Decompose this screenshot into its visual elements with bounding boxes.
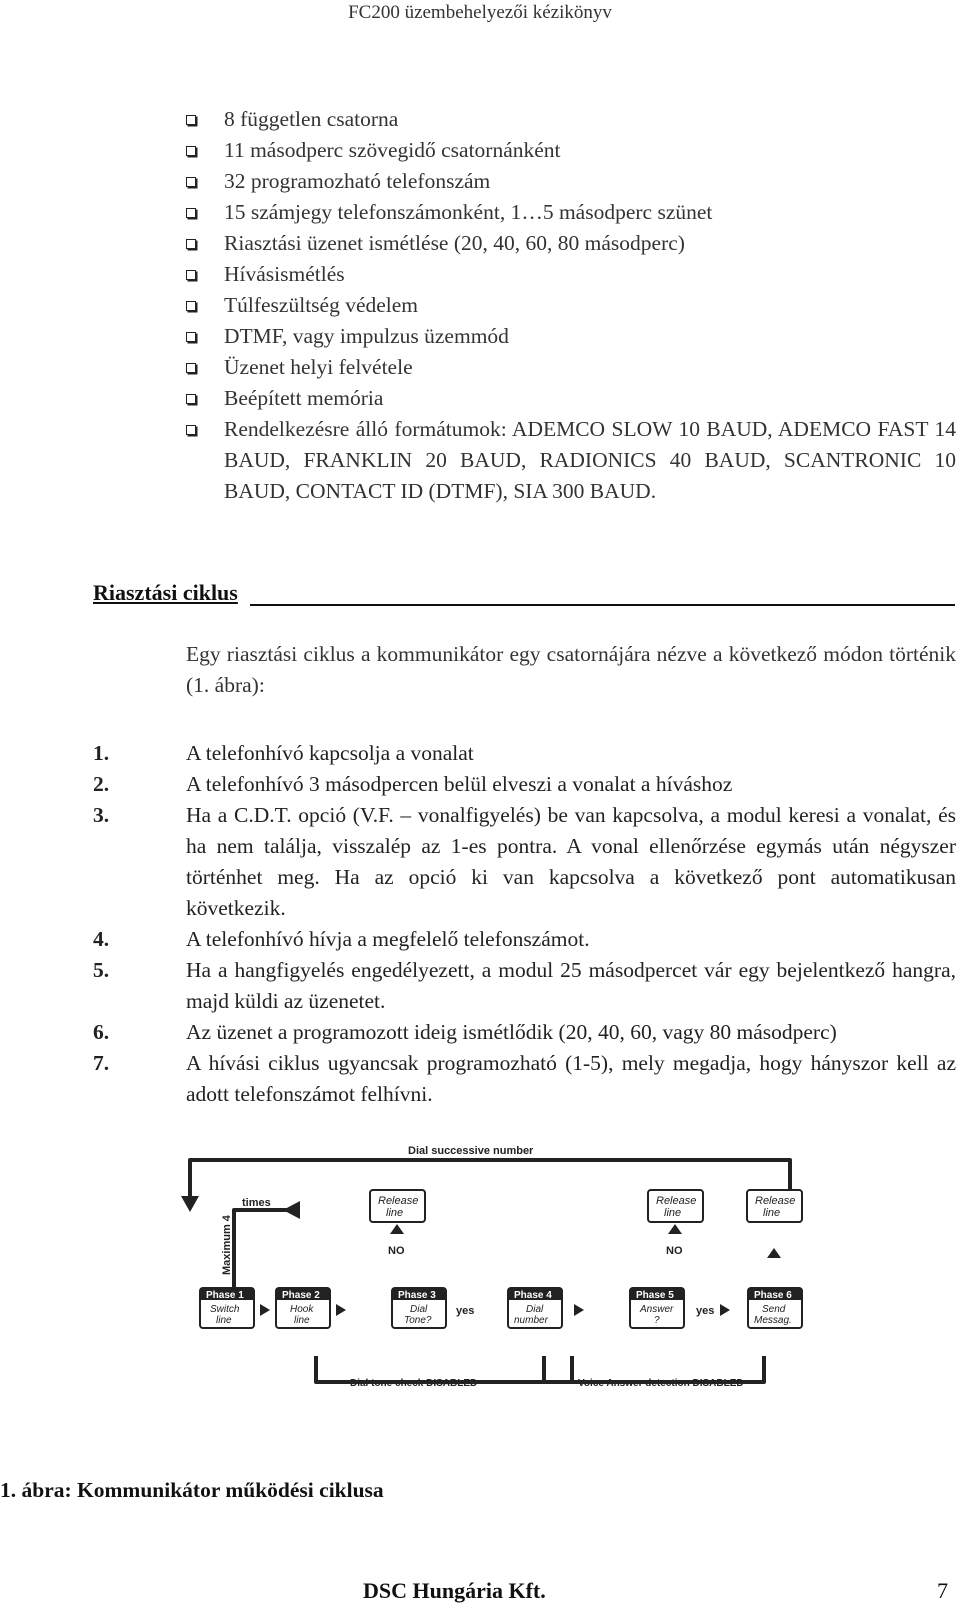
page-number: 7 [937, 1578, 948, 1603]
checkbox-bullet-icon [186, 394, 196, 404]
svg-text:Phase 2: Phase 2 [282, 1290, 320, 1301]
svg-text:Dial: Dial [410, 1304, 428, 1315]
svg-text:Tone?: Tone? [404, 1315, 432, 1326]
svg-text:Phase 4: Phase 4 [514, 1290, 552, 1301]
step-item: 6. Az üzenet a programozott ideig ismétlődik (20, 40, 60, vagy 80 másodperc) [93, 1020, 837, 1044]
list-item: DTMF, vagy impulzus üzemmód [186, 321, 956, 352]
svg-text:Release: Release [378, 1195, 419, 1207]
svg-text:Phase 3: Phase 3 [398, 1290, 436, 1301]
list-item: Üzenet helyi felvétele [186, 352, 956, 383]
times-label: times [242, 1197, 271, 1209]
list-item: 11 másodperc szövegidő csatornánként [186, 135, 956, 166]
svg-text:Phase 5: Phase 5 [636, 1290, 674, 1301]
maximum-label: Maximum 4 [221, 1215, 233, 1275]
list-item: Riasztási üzenet ismétlése (20, 40, 60, 80 másodperc) [186, 228, 956, 259]
svg-text:number: number [514, 1315, 548, 1326]
svg-text:Hook: Hook [290, 1304, 314, 1315]
communicator-cycle-diagram [190, 1145, 810, 1420]
list-item: Rendelkezésre álló formátumok: ADEMCO SLOW 10 BAUD, ADEMCO FAST 14 BAUD, FRANKLIN 20 BAUD, RADIONICS 40 BAUD, SCANTRONIC 10 BAUD, CONTACT ID (DTMF), SIA 300 BAUD. [186, 414, 956, 507]
figure-caption: 1. ábra: Kommunikátor működési ciklusa [0, 1478, 384, 1502]
checkbox-bullet-icon [186, 239, 196, 249]
svg-text:line: line [763, 1207, 781, 1219]
voice-answer-label: Voice Answer detection DISABLED [578, 1378, 744, 1389]
list-item: 32 programozható telefonszám [186, 166, 956, 197]
step-item: 1. A telefonhívó kapcsolja a vonalat [93, 741, 474, 765]
step-item: 3. Ha a C.D.T. opció (V.F. – vonalfigyelés) be van kapcsolva, a modul keresi a vonalat, és ha nem találja, visszalép az 1-es pontra. A vonal ellenőrzése egymás után négyszer történhet meg. Ha az opció ki van kapcsolva a következő pont automatikusan következik. [93, 803, 956, 920]
step-item: 7. A hívási ciklus ugyancsak programozható (1-5), mely megadja, hogy hányszor kell az adott telefonszámot felhívni. [93, 1051, 956, 1106]
list-item: Hívásismétlés [186, 259, 956, 290]
section-title: Riasztási ciklus [93, 580, 238, 605]
step-item: 2. A telefonhívó 3 másodpercen belül elveszi a vonalat a híváshoz [93, 772, 733, 796]
footer-company: DSC Hungária Kft. [363, 1578, 546, 1603]
svg-text:Release: Release [656, 1195, 697, 1207]
svg-text:line: line [216, 1315, 232, 1326]
list-item: Beépített memória [186, 383, 956, 414]
svg-text:Answer: Answer [640, 1304, 674, 1315]
checkbox-bullet-icon [186, 177, 196, 187]
checkbox-bullet-icon [186, 146, 196, 156]
svg-text:Messag.: Messag. [754, 1315, 792, 1326]
svg-text:line: line [664, 1207, 682, 1219]
svg-text:Release: Release [755, 1195, 796, 1207]
feature-list [186, 104, 956, 507]
checkbox-bullet-icon [186, 363, 196, 373]
svg-text:Phase 6: Phase 6 [754, 1290, 792, 1301]
svg-text:line: line [294, 1315, 310, 1326]
top-loop-label: Dial successive number [408, 1145, 534, 1157]
checkbox-bullet-icon [186, 332, 196, 342]
section-rule [250, 604, 955, 606]
svg-text:NO: NO [388, 1245, 405, 1257]
checkbox-bullet-icon [186, 301, 196, 311]
svg-text:Phase 1: Phase 1 [206, 1290, 244, 1301]
step-item: 4. A telefonhívó hívja a megfelelő telefonszámot. [93, 927, 590, 951]
checkbox-bullet-icon [186, 425, 196, 435]
steps-list [93, 738, 956, 1110]
page-header: FC200 üzembehelyezői kézikönyv [348, 2, 612, 23]
svg-text:Dial: Dial [526, 1304, 544, 1315]
dial-tone-label: Dial tone check DISABLED [350, 1378, 478, 1389]
svg-text:yes: yes [456, 1305, 475, 1317]
list-item: 8 független csatorna [186, 104, 956, 135]
svg-text:NO: NO [666, 1245, 683, 1257]
intro-paragraph: Egy riasztási ciklus a kommunikátor egy csatornájára nézve a következő módon történik (1. ábra): [186, 642, 956, 697]
svg-text:Switch: Switch [210, 1304, 240, 1315]
checkbox-bullet-icon [186, 208, 196, 218]
checkbox-bullet-icon [186, 270, 196, 280]
list-item: 15 számjegy telefonszámonként, 1…5 másodperc szünet [186, 197, 956, 228]
svg-text:yes: yes [696, 1305, 715, 1317]
svg-text:line: line [386, 1207, 404, 1219]
svg-text:?: ? [654, 1315, 660, 1326]
checkbox-bullet-icon [186, 115, 196, 125]
svg-text:Send: Send [762, 1304, 786, 1315]
list-item: Túlfeszültség védelem [186, 290, 956, 321]
step-item: 5. Ha a hangfigyelés engedélyezett, a modul 25 másodpercet vár egy bejelentkező hangra, majd küldi az üzenetet. [93, 958, 956, 1013]
